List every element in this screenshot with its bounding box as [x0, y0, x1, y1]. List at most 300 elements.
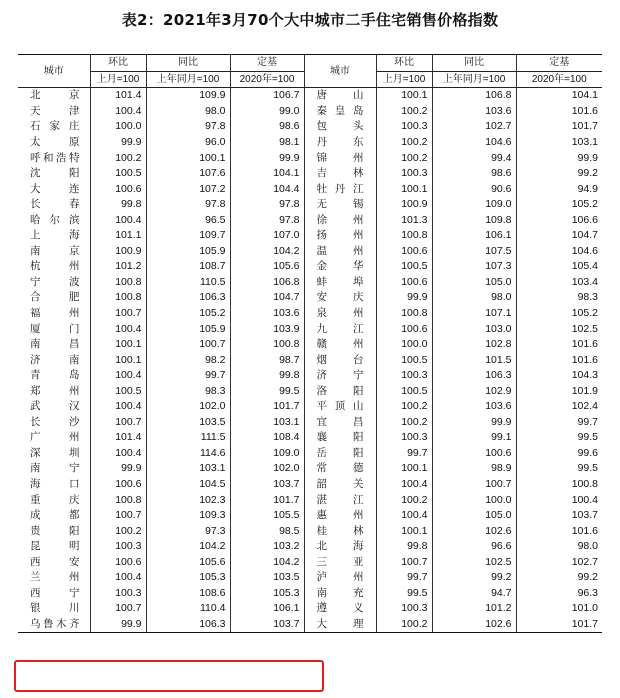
table-row: [18, 306, 602, 322]
city-cell: 宜 昌: [304, 415, 376, 431]
yoy-cell: 104.6: [432, 135, 516, 151]
col-yoy-left: 同比: [146, 55, 230, 72]
yoy-cell: 96.0: [146, 135, 230, 151]
city-cell: 丹 东: [304, 135, 376, 151]
mom-cell: 101.2: [90, 259, 146, 275]
base-cell: 105.6: [230, 259, 304, 275]
yoy-cell: 102.8: [432, 337, 516, 353]
base-cell: 104.2: [230, 555, 304, 571]
yoy-cell: 100.0: [432, 492, 516, 508]
yoy-cell: 99.2: [432, 570, 516, 586]
city-cell: 南 京: [30, 244, 80, 257]
base-cell: 102.4: [516, 399, 602, 415]
base-cell: 103.7: [230, 477, 304, 493]
table-row: [18, 337, 602, 353]
table-row: [18, 166, 602, 182]
table-row: [18, 601, 602, 617]
mom-cell: 100.4: [90, 399, 146, 415]
yoy-cell: 106.3: [146, 290, 230, 306]
base-cell: 103.1: [230, 415, 304, 431]
city-cell: 深 圳: [30, 446, 80, 459]
yoy-cell: 98.0: [432, 290, 516, 306]
mom-cell: 99.8: [90, 197, 146, 213]
yoy-cell: 98.2: [146, 352, 230, 368]
city-cell: 常 德: [304, 461, 376, 477]
base-cell: 105.3: [230, 586, 304, 602]
yoy-cell: 102.3: [146, 492, 230, 508]
city-cell: 贵 阳: [30, 524, 80, 537]
city-cell: 大 连: [30, 182, 80, 195]
city-cell: 重 庆: [30, 493, 80, 506]
city-cell: 北 海: [304, 539, 376, 555]
mom-cell: 100.1: [90, 352, 146, 368]
base-cell: 101.7: [230, 492, 304, 508]
mom-cell: 100.0: [376, 337, 432, 353]
base-cell: 101.0: [516, 601, 602, 617]
yoy-cell: 103.6: [432, 399, 516, 415]
base-cell: 97.8: [230, 197, 304, 213]
yoy-cell: 106.8: [432, 88, 516, 104]
city-cell: 遵 义: [304, 601, 376, 617]
yoy-cell: 104.5: [146, 477, 230, 493]
mom-cell: 101.1: [90, 228, 146, 244]
yoy-cell: 99.4: [432, 150, 516, 166]
yoy-cell: 102.7: [432, 119, 516, 135]
price-index-table: [18, 54, 602, 633]
yoy-cell: 109.3: [146, 508, 230, 524]
table-row: [18, 617, 602, 633]
mom-cell: 100.4: [90, 368, 146, 384]
city-cell: 广 州: [30, 431, 80, 444]
yoy-cell: 106.3: [146, 617, 230, 633]
yoy-cell: 96.6: [432, 539, 516, 555]
table-row: [18, 570, 602, 586]
yoy-cell: 104.2: [146, 539, 230, 555]
yoy-cell: 102.0: [146, 399, 230, 415]
mom-cell: 100.6: [376, 244, 432, 260]
city-cell: 石家庄: [30, 120, 80, 133]
base-cell: 105.4: [516, 259, 602, 275]
table-row: [18, 399, 602, 415]
table-body: [18, 88, 602, 633]
yoy-cell: 105.0: [432, 275, 516, 291]
mom-cell: 100.5: [90, 166, 146, 182]
base-cell: 108.4: [230, 430, 304, 446]
table-row: [18, 539, 602, 555]
yoy-cell: 99.1: [432, 430, 516, 446]
mom-cell: 100.0: [90, 119, 146, 135]
col-base-right: 定基: [516, 55, 602, 72]
yoy-cell: 102.6: [432, 617, 516, 633]
yoy-cell: 90.6: [432, 181, 516, 197]
yoy-cell: 97.8: [146, 119, 230, 135]
mom-cell: 100.5: [376, 352, 432, 368]
table-row: [18, 181, 602, 197]
base-cell: 106.8: [230, 275, 304, 291]
city-cell: 兰 州: [30, 571, 80, 584]
col-yoy-right: 同比: [432, 55, 516, 72]
city-cell: 泸 州: [304, 570, 376, 586]
mom-cell: 100.4: [376, 477, 432, 493]
city-cell: 包 头: [304, 119, 376, 135]
city-cell: 惠 州: [304, 508, 376, 524]
yoy-cell: 110.5: [146, 275, 230, 291]
table-row: [18, 197, 602, 213]
yoy-cell: 105.3: [146, 570, 230, 586]
mom-cell: 100.8: [90, 275, 146, 291]
table-row: [18, 446, 602, 462]
base-cell: 104.7: [230, 290, 304, 306]
base-cell: 96.3: [516, 586, 602, 602]
mom-cell: 100.3: [376, 601, 432, 617]
mom-cell: 100.6: [376, 275, 432, 291]
base-cell: 99.0: [230, 104, 304, 120]
base-cell: 106.1: [230, 601, 304, 617]
base-cell: 102.7: [516, 555, 602, 571]
base-cell: 94.9: [516, 181, 602, 197]
base-cell: 101.6: [516, 337, 602, 353]
yoy-cell: 107.5: [432, 244, 516, 260]
yoy-cell: 107.1: [432, 306, 516, 322]
mom-cell: 100.2: [376, 399, 432, 415]
mom-cell: 100.3: [376, 166, 432, 182]
yoy-cell: 100.7: [146, 337, 230, 353]
mom-cell: 100.4: [376, 508, 432, 524]
city-cell: 长 沙: [30, 415, 80, 428]
base-cell: 103.1: [516, 135, 602, 151]
base-cell: 101.7: [516, 119, 602, 135]
yoy-cell: 103.0: [432, 321, 516, 337]
city-cell: 合 肥: [30, 291, 80, 304]
base-cell: 107.0: [230, 228, 304, 244]
city-cell: 金 华: [304, 259, 376, 275]
city-cell: 昆 明: [30, 540, 80, 553]
yoy-cell: 105.2: [146, 306, 230, 322]
mom-cell: 100.8: [376, 228, 432, 244]
city-cell: 锦 州: [304, 150, 376, 166]
mom-cell: 100.9: [90, 244, 146, 260]
base-cell: 104.1: [230, 166, 304, 182]
city-cell: 西 安: [30, 555, 80, 568]
yoy-cell: 98.3: [146, 383, 230, 399]
mom-cell: 99.9: [90, 461, 146, 477]
city-cell: 天 津: [30, 104, 80, 117]
city-cell: 无 锡: [304, 197, 376, 213]
city-cell: 上 海: [30, 229, 80, 242]
city-cell: 南 昌: [30, 338, 80, 351]
yoy-cell: 99.7: [146, 368, 230, 384]
mom-cell: 100.2: [376, 492, 432, 508]
city-cell: 沈 阳: [30, 167, 80, 180]
base-cell: 99.5: [516, 430, 602, 446]
table-row: [18, 586, 602, 602]
mom-cell: 100.5: [90, 383, 146, 399]
yoy-cell: 97.3: [146, 523, 230, 539]
base-cell: 104.6: [516, 244, 602, 260]
mom-cell: 100.6: [90, 555, 146, 571]
yoy-cell: 98.0: [146, 104, 230, 120]
yoy-cell: 111.5: [146, 430, 230, 446]
city-cell: 唐 山: [304, 88, 376, 104]
mom-cell: 100.5: [376, 259, 432, 275]
sub-yoy-left: 上年同月=100: [146, 71, 230, 88]
yoy-cell: 107.2: [146, 181, 230, 197]
table-row: [18, 244, 602, 260]
city-cell: 济 宁: [304, 368, 376, 384]
mom-cell: 100.2: [90, 150, 146, 166]
city-cell: 乌鲁木齐: [18, 617, 90, 633]
city-cell: 成 都: [30, 509, 80, 522]
yoy-cell: 101.5: [432, 352, 516, 368]
mom-cell: 99.7: [376, 446, 432, 462]
table-row: [18, 228, 602, 244]
mom-cell: 99.9: [376, 290, 432, 306]
mom-cell: 100.7: [90, 306, 146, 322]
city-cell: 南 充: [304, 586, 376, 602]
table-row: [18, 352, 602, 368]
mom-cell: 100.4: [90, 570, 146, 586]
city-cell: 福 州: [30, 307, 80, 320]
base-cell: 99.5: [230, 383, 304, 399]
table-row: [18, 415, 602, 431]
yoy-cell: 103.1: [146, 461, 230, 477]
table-row: [18, 477, 602, 493]
yoy-cell: 105.6: [146, 555, 230, 571]
city-cell: 洛 阳: [304, 383, 376, 399]
mom-cell: 100.7: [376, 555, 432, 571]
mom-cell: 100.6: [90, 181, 146, 197]
yoy-cell: 105.9: [146, 244, 230, 260]
table-row: [18, 88, 602, 104]
table-row: [18, 508, 602, 524]
table-row: [18, 212, 602, 228]
table-row: [18, 523, 602, 539]
table-row: [18, 492, 602, 508]
sub-mom-left: 上月=100: [90, 71, 146, 88]
city-cell: 西 宁: [30, 586, 80, 599]
mom-cell: 100.3: [376, 119, 432, 135]
base-cell: 103.7: [230, 617, 304, 633]
city-cell: 蚌 埠: [304, 275, 376, 291]
base-cell: 100.8: [230, 337, 304, 353]
base-cell: 102.0: [230, 461, 304, 477]
yoy-cell: 94.7: [432, 586, 516, 602]
base-cell: 97.8: [230, 212, 304, 228]
table-row: [18, 150, 602, 166]
mom-cell: 100.4: [90, 212, 146, 228]
base-cell: 106.6: [516, 212, 602, 228]
table-row: [18, 119, 602, 135]
sub-yoy-right: 上年同月=100: [432, 71, 516, 88]
base-cell: 101.7: [516, 617, 602, 633]
city-cell: 南 宁: [30, 462, 80, 475]
base-cell: 103.7: [516, 508, 602, 524]
yoy-cell: 97.8: [146, 197, 230, 213]
city-cell: 桂 林: [304, 523, 376, 539]
header-row-main: [18, 55, 602, 72]
mom-cell: 100.1: [376, 88, 432, 104]
mom-cell: 100.4: [90, 104, 146, 120]
base-cell: 104.4: [230, 181, 304, 197]
yoy-cell: 109.9: [146, 88, 230, 104]
price-index-table-container: [18, 54, 602, 633]
base-cell: 99.5: [516, 461, 602, 477]
city-cell: 徐 州: [304, 212, 376, 228]
base-cell: 99.2: [516, 166, 602, 182]
yoy-cell: 105.9: [146, 321, 230, 337]
base-cell: 100.8: [516, 477, 602, 493]
yoy-cell: 107.6: [146, 166, 230, 182]
mom-cell: 100.2: [376, 150, 432, 166]
base-cell: 101.7: [230, 399, 304, 415]
table-row: [18, 555, 602, 571]
mom-cell: 100.8: [376, 306, 432, 322]
base-cell: 99.8: [230, 368, 304, 384]
base-cell: 98.3: [516, 290, 602, 306]
table-row: [18, 321, 602, 337]
base-cell: 103.9: [230, 321, 304, 337]
yoy-cell: 98.9: [432, 461, 516, 477]
mom-cell: 99.7: [376, 570, 432, 586]
mom-cell: 100.2: [376, 104, 432, 120]
col-mom-left: 环比: [90, 55, 146, 72]
city-cell: 大 理: [304, 617, 376, 633]
mom-cell: 101.3: [376, 212, 432, 228]
mom-cell: 100.6: [376, 321, 432, 337]
yoy-cell: 107.3: [432, 259, 516, 275]
yoy-cell: 109.8: [432, 212, 516, 228]
mom-cell: 101.4: [90, 88, 146, 104]
city-cell: 吉 林: [304, 166, 376, 182]
city-cell: 北 京: [30, 89, 80, 102]
city-cell: 宁 波: [30, 275, 80, 288]
base-cell: 99.9: [230, 150, 304, 166]
base-cell: 103.2: [230, 539, 304, 555]
mom-cell: 100.3: [90, 586, 146, 602]
city-cell: 杭 州: [30, 260, 80, 273]
mom-cell: 100.7: [90, 415, 146, 431]
mom-cell: 100.5: [376, 383, 432, 399]
base-cell: 101.6: [516, 352, 602, 368]
table-title: 表2：2021年3月70个大中城市二手住宅销售价格指数: [121, 11, 499, 29]
mom-cell: 100.8: [90, 492, 146, 508]
base-cell: 99.9: [516, 150, 602, 166]
yoy-cell: 96.5: [146, 212, 230, 228]
city-cell: 哈尔滨: [30, 213, 80, 226]
city-cell: 海 口: [30, 478, 80, 491]
yoy-cell: 103.5: [146, 415, 230, 431]
yoy-cell: 100.1: [146, 150, 230, 166]
city-cell: 安 庆: [304, 290, 376, 306]
base-cell: 101.6: [516, 523, 602, 539]
mom-cell: 100.6: [90, 477, 146, 493]
yoy-cell: 99.9: [432, 415, 516, 431]
city-cell: 青 岛: [30, 369, 80, 382]
mom-cell: 100.4: [90, 321, 146, 337]
mom-cell: 99.9: [90, 617, 146, 633]
base-cell: 98.1: [230, 135, 304, 151]
yoy-cell: 100.7: [432, 477, 516, 493]
mom-cell: 100.9: [376, 197, 432, 213]
city-cell: 平顶山: [304, 399, 376, 415]
city-cell: 赣 州: [304, 337, 376, 353]
mom-cell: 100.1: [376, 461, 432, 477]
mom-cell: 100.1: [90, 337, 146, 353]
mom-cell: 99.8: [376, 539, 432, 555]
col-city-right: 城市: [304, 55, 376, 88]
base-cell: 99.6: [516, 446, 602, 462]
base-cell: 98.0: [516, 539, 602, 555]
table-row: [18, 430, 602, 446]
highlight-box: [14, 660, 324, 692]
yoy-cell: 102.9: [432, 383, 516, 399]
city-cell: 泉 州: [304, 306, 376, 322]
mom-cell: 100.2: [90, 523, 146, 539]
col-city-left: 城市: [18, 55, 90, 88]
base-cell: 99.7: [516, 415, 602, 431]
mom-cell: 100.1: [376, 523, 432, 539]
col-mom-right: 环比: [376, 55, 432, 72]
col-base-left: 定基: [230, 55, 304, 72]
mom-cell: 100.3: [376, 430, 432, 446]
base-cell: 103.4: [516, 275, 602, 291]
mom-cell: 100.2: [376, 415, 432, 431]
mom-cell: 100.2: [376, 135, 432, 151]
mom-cell: 100.7: [90, 601, 146, 617]
yoy-cell: 114.6: [146, 446, 230, 462]
mom-cell: 100.3: [376, 368, 432, 384]
yoy-cell: 109.0: [432, 197, 516, 213]
city-cell: 襄 阳: [304, 430, 376, 446]
base-cell: 99.2: [516, 570, 602, 586]
base-cell: 101.9: [516, 383, 602, 399]
mom-cell: 100.8: [90, 290, 146, 306]
table-row: [18, 135, 602, 151]
city-cell: 厦 门: [30, 322, 80, 335]
city-cell: 呼和浩特: [30, 151, 80, 164]
base-cell: 98.7: [230, 352, 304, 368]
mom-cell: 100.3: [90, 539, 146, 555]
yoy-cell: 102.5: [432, 555, 516, 571]
table-row: [18, 368, 602, 384]
city-cell: 九 江: [304, 321, 376, 337]
yoy-cell: 106.1: [432, 228, 516, 244]
city-cell: 长 春: [30, 198, 80, 211]
yoy-cell: 98.6: [432, 166, 516, 182]
yoy-cell: 101.2: [432, 601, 516, 617]
city-cell: 三 亚: [304, 555, 376, 571]
table-row: [18, 290, 602, 306]
city-cell: 牡丹江: [304, 181, 376, 197]
base-cell: 103.6: [230, 306, 304, 322]
mom-cell: 100.1: [376, 181, 432, 197]
base-cell: 104.2: [230, 244, 304, 260]
yoy-cell: 108.6: [146, 586, 230, 602]
sub-mom-right: 上月=100: [376, 71, 432, 88]
yoy-cell: 103.6: [432, 104, 516, 120]
yoy-cell: 108.7: [146, 259, 230, 275]
base-cell: 104.7: [516, 228, 602, 244]
city-cell: 扬 州: [304, 228, 376, 244]
city-cell: 岳 阳: [304, 446, 376, 462]
city-cell: 银 川: [30, 602, 80, 615]
table-row: [18, 104, 602, 120]
yoy-cell: 100.6: [432, 446, 516, 462]
mom-cell: 99.5: [376, 586, 432, 602]
city-cell: 济 南: [30, 353, 80, 366]
table-row: [18, 461, 602, 477]
city-cell: 郑 州: [30, 384, 80, 397]
